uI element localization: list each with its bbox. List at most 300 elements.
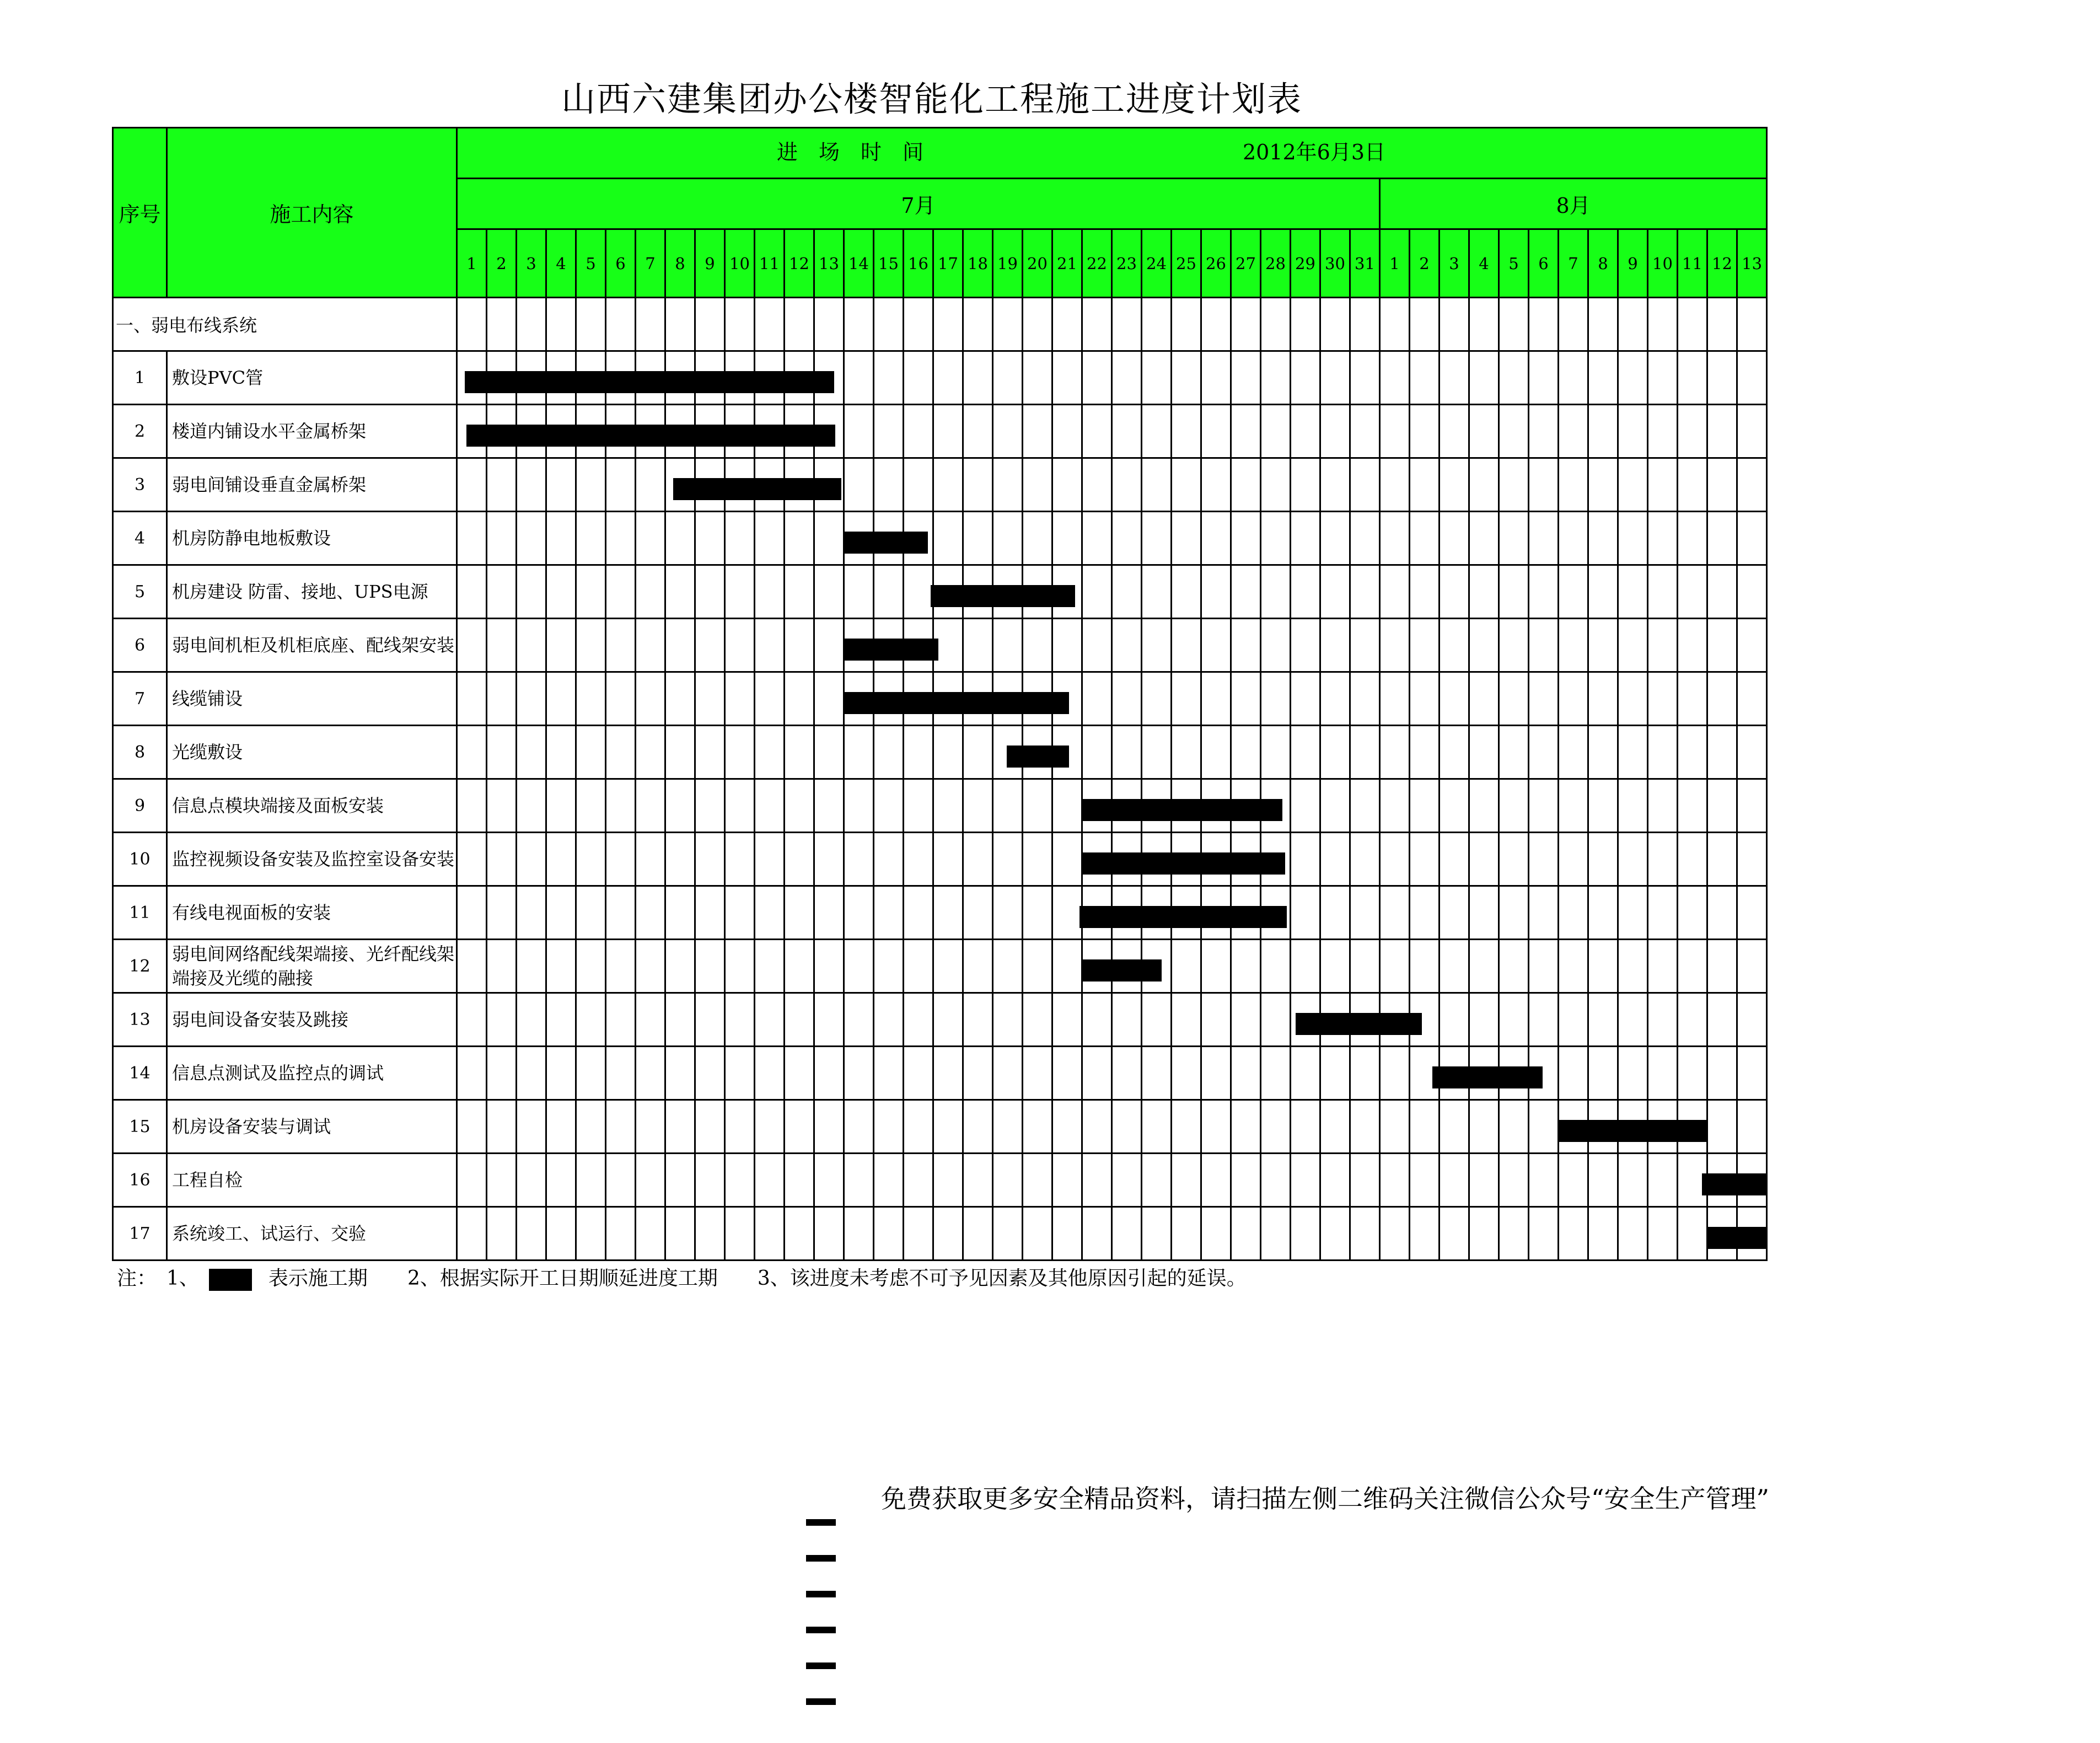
grid-cell (1380, 458, 1410, 512)
grid-cell (1320, 351, 1350, 405)
grid-cell (874, 726, 904, 779)
grid-cell (1261, 940, 1291, 993)
grid-cell (963, 565, 993, 619)
grid-cell (785, 512, 814, 565)
grid-cell (785, 565, 814, 619)
grid-cell (1142, 565, 1172, 619)
task-number: 4 (113, 512, 167, 565)
task-row (113, 1207, 1767, 1261)
grid-cell (1261, 619, 1291, 672)
grid-cell (1529, 940, 1559, 993)
grid-cell (1350, 1100, 1380, 1154)
grid-cell (1678, 940, 1707, 993)
grid-cell (1559, 298, 1588, 351)
grid-cell (1410, 512, 1440, 565)
grid-cell (1440, 1047, 1469, 1100)
task-name: 弱电间铺设垂直金属桥架 (167, 458, 457, 512)
grid-cell (785, 1100, 814, 1154)
day-header: 4 (546, 229, 576, 298)
grid-cell (457, 298, 487, 351)
grid-cell (487, 565, 517, 619)
grid-cell (636, 565, 665, 619)
grid-cell (725, 726, 755, 779)
grid-cell (904, 1100, 933, 1154)
grid-cell (1142, 458, 1172, 512)
grid-cell (1648, 940, 1678, 993)
grid-cell (695, 779, 725, 833)
grid-cell (1201, 833, 1231, 886)
grid-cell (1291, 619, 1320, 672)
day-header: 9 (1618, 229, 1648, 298)
grid-cell (844, 512, 874, 565)
grid-cell (1529, 351, 1559, 405)
grid-cell (1291, 512, 1320, 565)
grid-cell (993, 993, 1023, 1047)
grid-cell (1082, 672, 1112, 726)
grid-cell (963, 993, 993, 1047)
grid-cell (606, 833, 636, 886)
grid-cell (1201, 619, 1231, 672)
day-header: 14 (844, 229, 874, 298)
grid-cell (1112, 672, 1142, 726)
grid-cell (1172, 726, 1201, 779)
task-row (113, 565, 1767, 619)
grid-cell (1648, 672, 1678, 726)
grid-cell (933, 405, 963, 458)
grid-cell (785, 726, 814, 779)
grid-cell (576, 1047, 606, 1100)
grid-cell (814, 1100, 844, 1154)
grid-cell (695, 512, 725, 565)
grid-cell (1618, 619, 1648, 672)
grid-cell (695, 351, 725, 405)
grid-cell (606, 726, 636, 779)
entry-date: 2012年6月3日 (1242, 140, 1386, 164)
grid-cell (1380, 1047, 1410, 1100)
grid-cell (1469, 458, 1499, 512)
grid-cell (1082, 726, 1112, 779)
grid-cell (1648, 405, 1678, 458)
grid-cell (1052, 405, 1082, 458)
grid-cell (546, 833, 576, 886)
grid-cell (1529, 458, 1559, 512)
grid-cell (1648, 886, 1678, 940)
day-header: 24 (1142, 229, 1172, 298)
grid-cell (874, 458, 904, 512)
grid-cell (1231, 298, 1261, 351)
grid-cell (1380, 1100, 1410, 1154)
task-name: 工程自检 (167, 1154, 457, 1207)
grid-cell (1172, 940, 1201, 993)
grid-cell (1112, 726, 1142, 779)
grid-cell (1588, 1100, 1618, 1154)
grid-cell (1380, 886, 1410, 940)
grid-cell (576, 886, 606, 940)
grid-cell (963, 512, 993, 565)
grid-cell (1112, 886, 1142, 940)
note-item1: 表示施工期 (268, 1267, 368, 1290)
grid-cell (1440, 726, 1469, 779)
grid-cell (1737, 351, 1767, 405)
grid-cell (1469, 351, 1499, 405)
grid-cell (1023, 993, 1052, 1047)
grid-cell (755, 351, 785, 405)
grid-cell (1172, 1100, 1201, 1154)
grid-cell (665, 619, 695, 672)
grid-cell (993, 833, 1023, 886)
grid-cell (904, 298, 933, 351)
grid-cell (755, 619, 785, 672)
grid-cell (487, 512, 517, 565)
grid-cell (457, 940, 487, 993)
grid-cell (695, 1207, 725, 1261)
grid-cell (725, 886, 755, 940)
grid-cell (517, 1154, 546, 1207)
grid-cell (755, 565, 785, 619)
grid-cell (576, 619, 606, 672)
grid-cell (665, 779, 695, 833)
grid-cell (1201, 886, 1231, 940)
grid-cell (1588, 779, 1618, 833)
grid-cell (1410, 672, 1440, 726)
grid-cell (1320, 993, 1350, 1047)
grid-cell (1410, 405, 1440, 458)
grid-cell (1380, 993, 1410, 1047)
grid-cell (1023, 779, 1052, 833)
grid-cell (517, 779, 546, 833)
grid-cell (1618, 298, 1648, 351)
task-row (113, 940, 1767, 993)
grid-cell (874, 565, 904, 619)
grid-cell (725, 1154, 755, 1207)
grid-cell (1440, 672, 1469, 726)
grid-cell (755, 458, 785, 512)
grid-cell (993, 726, 1023, 779)
grid-cell (457, 993, 487, 1047)
grid-cell (1618, 672, 1648, 726)
grid-cell (1529, 1047, 1559, 1100)
grid-cell (1142, 619, 1172, 672)
grid-cell (1023, 1047, 1052, 1100)
day-header: 7 (636, 229, 665, 298)
grid-cell (457, 405, 487, 458)
grid-cell (1052, 1047, 1082, 1100)
day-header: 29 (1291, 229, 1320, 298)
grid-cell (487, 1207, 517, 1261)
grid-cell (1410, 726, 1440, 779)
grid-cell (1291, 672, 1320, 726)
grid-cell (1082, 993, 1112, 1047)
task-number: 17 (113, 1207, 167, 1261)
task-name: 机房防静电地板敷设 (167, 512, 457, 565)
task-row (113, 886, 1767, 940)
grid-cell (1440, 779, 1469, 833)
grid-cell (814, 886, 844, 940)
grid-cell (785, 1207, 814, 1261)
grid-cell (636, 779, 665, 833)
grid-cell (1648, 1154, 1678, 1207)
grid-cell (1052, 298, 1082, 351)
task-name: 敷设PVC管 (167, 351, 457, 405)
grid-cell (457, 672, 487, 726)
grid-cell (487, 1100, 517, 1154)
grid-cell (1618, 779, 1648, 833)
grid-cell (1231, 1100, 1261, 1154)
grid-cell (1201, 993, 1231, 1047)
grid-cell (1559, 779, 1588, 833)
grid-cell (904, 565, 933, 619)
grid-cell (1142, 886, 1172, 940)
day-header: 8 (1588, 229, 1618, 298)
grid-cell (1172, 886, 1201, 940)
grid-cell (904, 405, 933, 458)
grid-cell (1172, 672, 1201, 726)
grid-cell (487, 779, 517, 833)
task-number: 8 (113, 726, 167, 779)
qr-mark (806, 1627, 836, 1633)
day-header: 2 (487, 229, 517, 298)
grid-cell (1707, 512, 1737, 565)
grid-cell (457, 1047, 487, 1100)
day-header: 6 (1529, 229, 1559, 298)
grid-cell (665, 940, 695, 993)
grid-cell (1618, 1100, 1648, 1154)
grid-cell (1052, 1207, 1082, 1261)
grid-cell (1231, 672, 1261, 726)
grid-cell (1052, 993, 1082, 1047)
grid-cell (1350, 993, 1380, 1047)
day-header: 15 (874, 229, 904, 298)
grid-cell (814, 833, 844, 886)
grid-cell (636, 1207, 665, 1261)
grid-cell (844, 1154, 874, 1207)
grid-cell (1469, 1154, 1499, 1207)
grid-cell (1172, 1207, 1201, 1261)
grid-cell (1648, 351, 1678, 405)
grid-cell (1320, 1047, 1350, 1100)
grid-cell (1052, 886, 1082, 940)
grid-cell (1231, 619, 1261, 672)
grid-cell (1350, 1047, 1380, 1100)
grid-cell (1291, 405, 1320, 458)
grid-cell (636, 1100, 665, 1154)
grid-cell (695, 886, 725, 940)
grid-cell (1112, 619, 1142, 672)
grid-cell (576, 779, 606, 833)
grid-cell (695, 993, 725, 1047)
grid-cell (963, 298, 993, 351)
day-header: 28 (1261, 229, 1291, 298)
grid-cell (1737, 726, 1767, 779)
grid-cell (755, 672, 785, 726)
grid-cell (1261, 298, 1291, 351)
grid-cell (1350, 886, 1380, 940)
grid-cell (1410, 1207, 1440, 1261)
grid-cell (1052, 940, 1082, 993)
task-row (113, 1100, 1767, 1154)
grid-cell (814, 619, 844, 672)
grid-cell (1142, 351, 1172, 405)
grid-cell (1529, 512, 1559, 565)
grid-cell (1082, 512, 1112, 565)
grid-cell (1350, 458, 1380, 512)
grid-cell (1350, 298, 1380, 351)
grid-cell (1142, 940, 1172, 993)
qr-mark (806, 1591, 836, 1597)
grid-cell (1707, 351, 1737, 405)
task-number: 13 (113, 993, 167, 1047)
grid-cell (517, 833, 546, 886)
day-header: 27 (1231, 229, 1261, 298)
grid-cell (844, 619, 874, 672)
grid-cell (1052, 458, 1082, 512)
grid-cell (546, 1207, 576, 1261)
grid-cell (1588, 1047, 1618, 1100)
grid-cell (1350, 726, 1380, 779)
task-name: 机房建设 防雷、接地、UPS电源 (167, 565, 457, 619)
grid-cell (933, 779, 963, 833)
grid-cell (517, 1100, 546, 1154)
grid-cell (904, 1207, 933, 1261)
grid-cell (1082, 940, 1112, 993)
grid-cell (1172, 512, 1201, 565)
grid-cell (1499, 405, 1529, 458)
grid-cell (1499, 351, 1529, 405)
grid-cell (1469, 1047, 1499, 1100)
grid-cell (1112, 565, 1142, 619)
grid-cell (1320, 726, 1350, 779)
grid-cell (1082, 1047, 1112, 1100)
grid-cell (814, 779, 844, 833)
grid-cell (1469, 1207, 1499, 1261)
day-header: 5 (1499, 229, 1529, 298)
task-row (113, 1047, 1767, 1100)
grid-cell (695, 298, 725, 351)
grid-cell (487, 405, 517, 458)
grid-cell (1052, 672, 1082, 726)
grid-cell (785, 993, 814, 1047)
grid-cell (1678, 1100, 1707, 1154)
grid-cell (1707, 405, 1737, 458)
grid-cell (785, 619, 814, 672)
grid-cell (1231, 779, 1261, 833)
grid-cell (1618, 405, 1648, 458)
grid-cell (963, 1100, 993, 1154)
grid-cell (1201, 1100, 1231, 1154)
grid-cell (963, 619, 993, 672)
grid-cell (1052, 351, 1082, 405)
grid-cell (576, 512, 606, 565)
grid-cell (1707, 1047, 1737, 1100)
entry-label: 进 场 时 间 (776, 140, 923, 164)
grid-cell (785, 458, 814, 512)
grid-cell (1052, 619, 1082, 672)
grid-cell (1499, 1047, 1529, 1100)
grid-cell (1350, 512, 1380, 565)
grid-cell (1410, 1100, 1440, 1154)
grid-cell (1559, 619, 1588, 672)
grid-cell (1142, 298, 1172, 351)
grid-cell (1142, 779, 1172, 833)
grid-cell (457, 833, 487, 886)
grid-cell (1231, 726, 1261, 779)
grid-cell (1231, 886, 1261, 940)
qr-mark (806, 1662, 836, 1669)
grid-cell (517, 940, 546, 993)
note-prefix: 注： 1、 (117, 1267, 199, 1290)
grid-cell (546, 351, 576, 405)
task-name: 有线电视面板的安装 (167, 886, 457, 940)
grid-cell (1529, 1100, 1559, 1154)
grid-cell (457, 779, 487, 833)
grid-cell (1410, 779, 1440, 833)
grid-cell (517, 351, 546, 405)
day-header: 7 (1559, 229, 1588, 298)
grid-cell (1618, 1207, 1648, 1261)
grid-cell (993, 886, 1023, 940)
grid-cell (576, 1154, 606, 1207)
grid-cell (1559, 886, 1588, 940)
grid-cell (1350, 565, 1380, 619)
grid-cell (1588, 993, 1618, 1047)
grid-cell (1559, 993, 1588, 1047)
grid-cell (874, 1100, 904, 1154)
grid-cell (1678, 1047, 1707, 1100)
grid-cell (487, 298, 517, 351)
grid-cell (963, 351, 993, 405)
grid-cell (725, 351, 755, 405)
grid-cell (1082, 833, 1112, 886)
grid-cell (1112, 405, 1142, 458)
grid-cell (1142, 833, 1172, 886)
month-header: 8月 (1380, 179, 1767, 229)
grid-cell (1588, 940, 1618, 993)
grid-cell (1440, 993, 1469, 1047)
grid-cell (904, 886, 933, 940)
grid-cell (1023, 833, 1052, 886)
grid-cell (1529, 1207, 1559, 1261)
grid-cell (1618, 833, 1648, 886)
grid-cell (1112, 512, 1142, 565)
grid-cell (933, 1207, 963, 1261)
grid-cell (1678, 458, 1707, 512)
grid-cell (1529, 405, 1559, 458)
grid-cell (1112, 833, 1142, 886)
grid-cell (1410, 833, 1440, 886)
grid-cell (636, 833, 665, 886)
grid-cell (1678, 512, 1707, 565)
grid-cell (695, 1100, 725, 1154)
grid-cell (546, 405, 576, 458)
grid-cell (665, 405, 695, 458)
grid-cell (1380, 565, 1410, 619)
grid-cell (1082, 405, 1112, 458)
grid-cell (1023, 565, 1052, 619)
grid-cell (606, 1207, 636, 1261)
grid-cell (874, 1207, 904, 1261)
grid-cell (1231, 833, 1261, 886)
grid-cell (1350, 940, 1380, 993)
grid-cell (695, 940, 725, 993)
grid-cell (1588, 833, 1618, 886)
day-header: 12 (1707, 229, 1737, 298)
grid-cell (1052, 1154, 1082, 1207)
grid-cell (874, 405, 904, 458)
grid-cell (1261, 405, 1291, 458)
grid-cell (1737, 565, 1767, 619)
grid-cell (665, 1100, 695, 1154)
grid-cell (1082, 779, 1112, 833)
